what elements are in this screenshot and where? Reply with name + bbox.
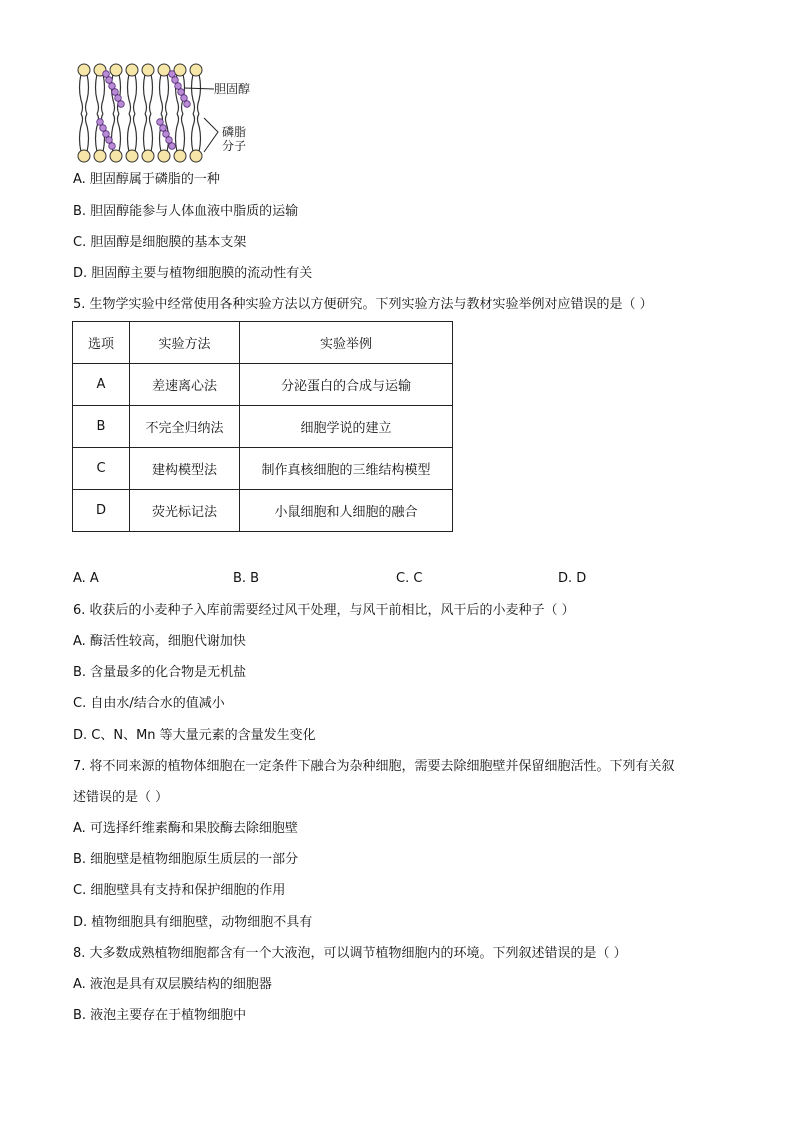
phospholipid-tail [192, 114, 195, 152]
phospholipid-tail [144, 74, 147, 114]
row-example: 细胞学说的建立 [240, 406, 453, 448]
q4-option-a: A. 胆固醇属于磷脂的一种 [73, 172, 220, 187]
q4-option-c: C. 胆固醇是细胞膜的基本支架 [73, 235, 247, 250]
phospholipid-head [174, 64, 186, 76]
q7-stem-line2: 述错误的是（ ） [73, 790, 169, 805]
table-header-row [73, 322, 453, 364]
phospholipid-tail [86, 74, 89, 114]
phospholipid-label-line2: 分子 [222, 139, 247, 153]
phospholipid-tail [144, 114, 147, 152]
phospholipid-head [78, 150, 90, 162]
table-row [73, 406, 453, 448]
table-row [73, 364, 453, 406]
row-option: B [73, 406, 130, 448]
cholesterol-bead [160, 125, 167, 132]
q6-option-b: B. 含量最多的化合物是无机盐 [73, 665, 247, 680]
cholesterol-bead [106, 137, 113, 144]
cholesterol-bead [115, 95, 122, 102]
table-row [73, 490, 453, 532]
row-option: D [73, 490, 130, 532]
cholesterol-bead [109, 143, 116, 150]
cholesterol-bead [169, 71, 176, 78]
q6-option-c: C. 自由水/结合水的值减小 [73, 696, 225, 711]
phospholipid-head [142, 64, 154, 76]
phospholipid-head [126, 150, 138, 162]
q7-stem-line1: 7. 将不同来源的植物体细胞在一定条件下融合为杂种细胞，需要去除细胞壁并保留细胞活性。下列有关叙 [73, 759, 675, 774]
row-example: 制作真核细胞的三维结构模型 [240, 448, 453, 490]
phospholipid-tail [150, 74, 153, 114]
phospholipid-label-line1: 磷脂 [222, 125, 247, 139]
q7-option-c: C. 细胞壁具有支持和保护细胞的作用 [73, 883, 286, 898]
cholesterol-bead [181, 95, 188, 102]
cholesterol-bead [103, 71, 110, 78]
header-option: 选项 [73, 322, 130, 364]
cholesterol-bead [178, 89, 185, 96]
q5-option-d: D. D [558, 571, 587, 586]
row-method: 差速离心法 [130, 364, 240, 406]
phospholipid-tail [86, 114, 89, 152]
phospholipid-tail [176, 114, 179, 152]
phospholipid-tail [134, 114, 137, 152]
membrane-figure [72, 60, 272, 168]
row-option: A [73, 364, 130, 406]
cholesterol-bead [157, 119, 164, 126]
cholesterol-pointer-line [184, 88, 214, 89]
row-method: 建构模型法 [130, 448, 240, 490]
phospholipid-head [110, 64, 122, 76]
cholesterol-bead [97, 119, 104, 126]
q6-option-d: D. C、N、Mn 等大量元素的含量发生变化 [73, 728, 316, 743]
cholesterol-bead [103, 131, 110, 138]
experiment-table [72, 321, 453, 532]
q7-option-b: B. 细胞壁是植物细胞原生质层的一部分 [73, 852, 299, 867]
phospholipid-tail [128, 114, 131, 152]
row-example: 小鼠细胞和人细胞的融合 [240, 490, 453, 532]
cholesterol-bead [106, 77, 113, 84]
row-method: 不完全归纳法 [130, 406, 240, 448]
cholesterol-bead [109, 83, 116, 90]
cholesterol-bead [172, 77, 179, 84]
phospholipid-head [158, 150, 170, 162]
phospholipid-tail [160, 74, 163, 114]
cholesterol-bead [112, 89, 119, 96]
phospholipid-tail [198, 74, 201, 114]
phospholipid-tail [192, 74, 195, 114]
row-option: C [73, 448, 130, 490]
header-method: 实验方法 [130, 322, 240, 364]
q8-stem: 8. 大多数成熟植物细胞都含有一个大液泡，可以调节植物细胞内的环境。下列叙述错误的是（ ） [73, 946, 627, 961]
q5-option-a: A. A [73, 571, 99, 586]
phospholipid-head [126, 64, 138, 76]
row-example: 分泌蛋白的合成与运输 [240, 364, 453, 406]
cholesterol-bead [175, 83, 182, 90]
phospholipid-tail [128, 74, 131, 114]
q6-option-a: A. 酶活性较高，细胞代谢加快 [73, 634, 246, 649]
phospholipid-tail [182, 114, 185, 152]
phospholipid-tail [150, 114, 153, 152]
table-row [73, 448, 453, 490]
q5-option-b: B. B [233, 571, 260, 586]
cholesterol-bead [184, 101, 191, 108]
row-method: 荧光标记法 [130, 490, 240, 532]
phospholipid-tail [102, 74, 105, 114]
phospholipid-head [94, 150, 106, 162]
phospholipid-head [78, 64, 90, 76]
phospholipid-head [158, 64, 170, 76]
phospholipid-head [110, 150, 122, 162]
phospholipid-head [190, 64, 202, 76]
q6-stem: 6. 收获后的小麦种子入库前需要经过风干处理，与风干前相比，风干后的小麦种子（ ） [73, 603, 575, 618]
cholesterol-bead [169, 143, 176, 150]
header-example: 实验举例 [240, 322, 453, 364]
phospholipid-tail [166, 74, 169, 114]
cholesterol-bead [166, 137, 173, 144]
q7-option-a: A. 可选择纤维素酶和果胶酶去除细胞壁 [73, 821, 298, 836]
phospholipid-head [174, 150, 186, 162]
cholesterol-bead [163, 131, 170, 138]
phospholipid-head [142, 150, 154, 162]
q8-option-a: A. 液泡是具有双层膜结构的细胞器 [73, 977, 272, 992]
q5-stem: 5. 生物学实验中经常使用各种实验方法以方便研究。下列实验方法与教材实验举例对应错误的是（ ） [73, 297, 653, 312]
q4-option-b: B. 胆固醇能参与人体血液中脂质的运输 [73, 204, 299, 219]
phospholipid-tail [96, 74, 99, 114]
phospholipid-tail [80, 74, 83, 114]
cholesterol-label: 胆固醇 [214, 82, 251, 96]
cholesterol-bead [100, 125, 107, 132]
q8-option-b: B. 液泡主要存在于植物细胞中 [73, 1008, 247, 1023]
q4-option-d: D. 胆固醇主要与植物细胞膜的流动性有关 [73, 266, 313, 281]
phospholipid-tail [198, 114, 201, 152]
q5-option-c: C. C [396, 571, 423, 586]
phospholipid-tail [80, 114, 83, 152]
q7-option-d: D. 植物细胞具有细胞壁，动物细胞不具有 [73, 915, 313, 930]
phospholipid-bracket [204, 118, 218, 152]
phospholipid-tail [134, 74, 137, 114]
phospholipid-tail [118, 114, 121, 152]
phospholipid-head [190, 150, 202, 162]
cholesterol-bead [118, 101, 125, 108]
